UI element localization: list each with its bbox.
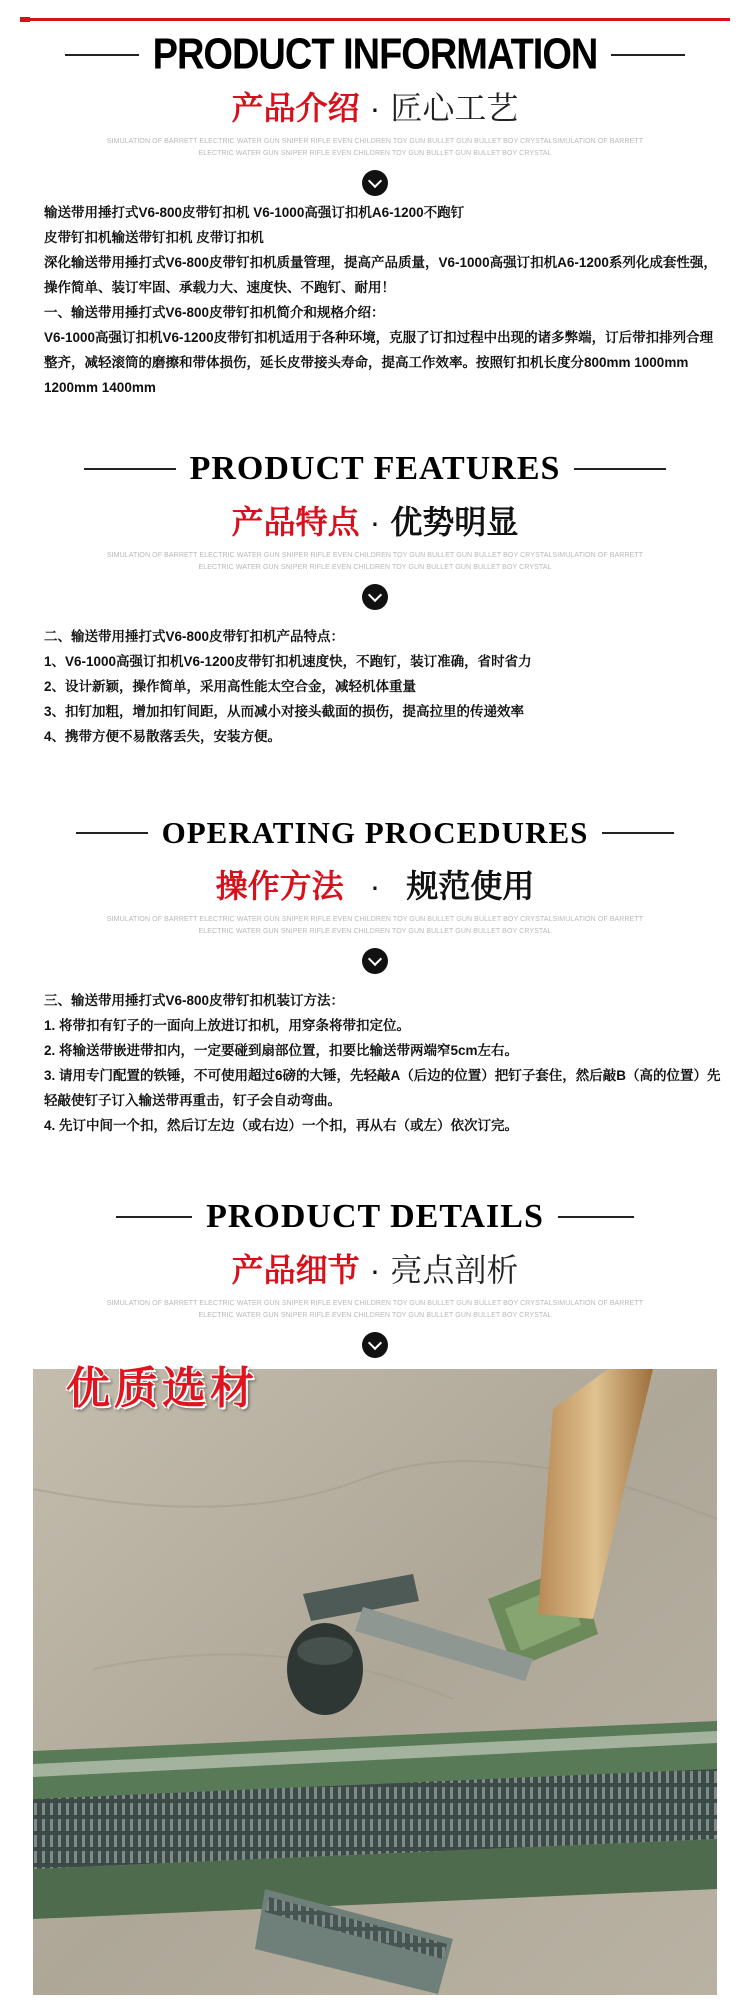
heading-cn-rest: 规范使用 [406,868,535,904]
heading-dot: · [369,90,381,126]
heading-line-right [574,468,666,470]
heading-line-right [611,54,685,56]
features-paragraph: 二、输送带用捶打式V6-800皮带钉扣机产品特点： [44,629,345,644]
chevron-down-icon [362,170,388,196]
features-paragraph: 2、设计新颖，操作简单，采用高性能太空合金，减轻机体重量 [44,679,417,694]
section-product-details [0,1190,750,1358]
product-photo [33,1369,717,1995]
tagline: SIMULATION OF BARRETT ELECTRIC WATER GUN SNIPER RIFLE EVEN CHILDREN TOY GUN BULLET GUN BULLET BOY CRYSTALSIMULATION OF BARRETT ELECTRIC WATER GUN SNIPER RIFLE EVEN CHILDREN TOY GUN BULLET GUN BULLET BOY CRYSTAL [106,138,644,157]
heading-en: OPERATING PROCEDURES [161,815,589,850]
procedures-body [44,988,724,1138]
chevron-down-icon [362,584,388,610]
info-paragraph: 皮带钉扣机输送带钉扣机 皮带订扣机 [44,230,264,245]
section-product-features [0,442,750,610]
tagline: SIMULATION OF BARRETT ELECTRIC WATER GUN SNIPER RIFLE EVEN CHILDREN TOY GUN BULLET GUN BULLET BOY CRYSTALSIMULATION OF BARRETT ELECTRIC WATER GUN SNIPER RIFLE EVEN CHILDREN TOY GUN BULLET GUN BULLET BOY CRYSTAL [106,1300,644,1319]
heading-dot: · [369,868,381,904]
heading-en: PRODUCT DETAILS [206,1198,544,1235]
info-paragraph: 输送带用捶打式V6-800皮带钉扣机 V6-1000高强订扣机A6-1200不跑钉 [44,205,465,220]
heading-line-right [602,832,674,834]
features-body [44,624,724,749]
heading-cn-red: 操作方法 [215,868,344,904]
heading-line-right [558,1216,634,1218]
heading-cn-red: 产品特点 [231,504,360,540]
heading-row [0,28,750,82]
info-paragraph: 一、输送带用捶打式V6-800皮带钉扣机简介和规格介绍： [44,305,385,320]
heading-cn-rest: 优势明显 [390,504,519,540]
heading-line-left [84,468,176,470]
features-paragraph: 1、V6-1000高强订扣机V6-1200皮带钉扣机速度快，不跑钉，装订准确，省时省力 [44,654,532,669]
features-paragraph: 4、携带方便不易散落丢失，安装方便。 [44,729,282,744]
info-body [44,200,724,400]
features-paragraph: 3、扣钉加粗，增加扣钉间距，从而减小对接头截面的损伤，提高拉里的传递效率 [44,704,525,719]
section-product-information [0,28,750,196]
procedures-paragraph: 三、输送带用捶打式V6-800皮带钉扣机装订方法： [44,993,345,1008]
procedures-paragraph: 2. 将输送带嵌进带扣内，一定要碰到扇部位置，扣要比输送带两端窄5cm左右。 [44,1043,519,1058]
heading-line-left [65,54,139,56]
heading-row [0,442,750,496]
heading-cn [0,86,750,130]
tagline: SIMULATION OF BARRETT ELECTRIC WATER GUN SNIPER RIFLE EVEN CHILDREN TOY GUN BULLET GUN BULLET BOY CRYSTALSIMULATION OF BARRETT ELECTRIC WATER GUN SNIPER RIFLE EVEN CHILDREN TOY GUN BULLET GUN BULLET BOY CRYSTAL [106,916,644,935]
procedures-paragraph: 4. 先订中间一个扣，然后订左边（或右边）一个扣，再从右（或左）依次订完。 [44,1118,519,1133]
tagline: SIMULATION OF BARRETT ELECTRIC WATER GUN SNIPER RIFLE EVEN CHILDREN TOY GUN BULLET GUN BULLET BOY CRYSTALSIMULATION OF BARRETT ELECTRIC WATER GUN SNIPER RIFLE EVEN CHILDREN TOY GUN BULLET GUN BULLET BOY CRYSTAL [106,552,644,571]
heading-dot: · [369,504,381,540]
heading-cn-rest: 亮点剖析 [390,1252,519,1288]
heading-cn [0,1248,750,1292]
info-paragraph: 深化输送带用捶打式V6-800皮带钉扣机质量管理，提高产品质量，V6-1000高强订扣机A6-1200系列化成套性强，操作简单、装订牢固、承载力大、速度快、不跑钉、耐用！ [44,255,717,295]
heading-cn-rest: 匠心工艺 [390,90,519,126]
heading-row [0,806,750,860]
procedures-paragraph: 1. 将带扣有钉子的一面向上放进订扣机，用穿条将带扣定位。 [44,1018,411,1033]
chevron-down-icon [362,948,388,974]
heading-row [0,1190,750,1244]
heading-cn-red: 产品介绍 [231,90,360,126]
top-red-rule [20,18,730,21]
heading-dot: · [369,1252,381,1288]
section-operating-procedures [0,806,750,974]
heading-cn [0,864,750,908]
chevron-down-icon [362,1332,388,1358]
procedures-paragraph: 3. 请用专门配置的铁锤，不可使用超过6磅的大锤，先轻敲A（后边的位置）把钉子套住，然后敲B（高的位置）先轻敲使钉子订入输送带再重击，钉子会自动弯曲。 [44,1068,721,1108]
photo-title: 优质选材 [66,1364,258,1413]
heading-en: PRODUCT INFORMATION [152,30,598,79]
product-photo-illustration [33,1369,717,1995]
info-paragraph: V6-1000高强订扣机V6-1200皮带钉扣机适用于各种环境，克服了订扣过程中出现的诸多弊端，订后带扣排列合理整齐，减轻滚筒的磨擦和带体损伤，延长皮带接头寿命，提高工作效率。按照钉扣机长度分800mm 1000mm 1200mm 1400mm [44,330,714,395]
heading-cn [0,500,750,544]
heading-line-left [116,1216,192,1218]
heading-en: PRODUCT FEATURES [189,450,561,487]
heading-line-left [76,832,148,834]
heading-cn-red: 产品细节 [231,1252,360,1288]
